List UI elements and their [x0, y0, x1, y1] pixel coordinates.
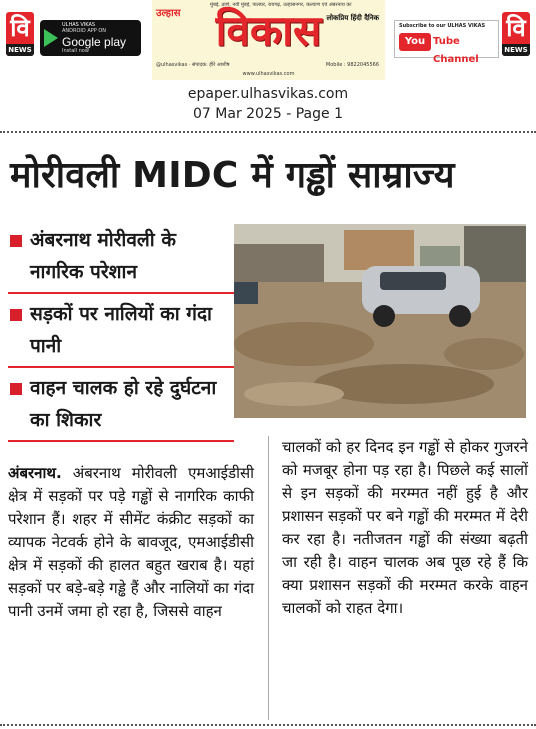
- youtube-subscribe-badge[interactable]: [394, 20, 499, 65]
- play-store-icon: [44, 29, 58, 47]
- highlight-bullets: [8, 224, 234, 446]
- subscribe-text: Subscribe to our ULHAS VIKAS: [399, 23, 486, 29]
- nameplate-tagline: लोकप्रिय हिंदी दैनिक: [326, 14, 379, 22]
- logo-news-label: NEWS: [6, 44, 34, 56]
- nameplate-prefix: उल्हास: [156, 8, 181, 19]
- edition-date-page: 07 Mar 2025 - Page 1: [193, 106, 343, 122]
- vikas-news-logo-left: [6, 12, 34, 56]
- gplay-brand: Google play: [62, 35, 127, 49]
- column-divider: [268, 436, 269, 720]
- channel-label: Tube Channel: [433, 36, 479, 65]
- social-handles-line: @ulhasvikas · संपादक: हीरे आशीष: [156, 62, 230, 68]
- gplay-top-text: ULHAS VIKAS: [62, 22, 96, 28]
- bullet-item: [8, 224, 234, 288]
- logo-glyph: वि: [10, 14, 30, 42]
- nameplate-title: विकास: [215, 6, 322, 55]
- article-dateline: अंबरनाथ.: [8, 464, 62, 482]
- article-column-2: चालकों को हर दिनद इन गड्ढों से होकर गुजरने को मजबूर होना पड़ रहा है। पिछले कई सालों से इन सड़कों की मरम्मत नहीं हुई है और प्रशासन सड़कों पर बने गड्ढों की मरम्मत में देरी कर रहा है। नतीजतन गड्ढों की संख्या बढ़ती जा रही है। वाहन चालक अब पूछ रहे हैं कि क्या प्रशासन सड़कों की मरम्मत करके वाहन चालकों को राहत देगा।: [282, 438, 528, 617]
- google-play-badge[interactable]: [40, 20, 141, 56]
- vikas-news-logo-right: [502, 12, 530, 56]
- bullet-text: अंबरनाथ मोरीवली के नागरिक परेशान: [30, 229, 176, 283]
- bullet-text: सड़कों पर नालियों का गंदा पानी: [30, 303, 212, 357]
- bullet-divider: [8, 366, 234, 368]
- newspaper-nameplate: [152, 0, 385, 80]
- website-url: www.ulhasvikas.com: [242, 71, 295, 77]
- gplay-install-text: Install now: [62, 48, 89, 54]
- mobile-number: Mobile : 9822045566: [325, 62, 379, 68]
- epaper-site: epaper.ulhasvikas.com: [187, 86, 349, 102]
- top-dotted-divider: [0, 131, 536, 133]
- article-col1-text: अंबरनाथ मोरीवली एमआईडीसी क्षेत्र में सड़कों पर पड़े गड्ढों से नागरिक काफी परेशान हैं। शहर में सीमेंट कंक्रीट सड़कों का व्यापक नेटवर्क होने के बावजूद, एमआईडीसी क्षेत्र में सड़कों की हालत बहुत खराब है। यहां सड़कों पर बड़े-बड़े गड्ढे हैं और नालियों का गंदा पानी उनमें जमा हो रहा है, जिससे वाहन: [8, 464, 254, 620]
- bottom-dotted-divider: [0, 724, 536, 726]
- bullet-divider: [8, 440, 234, 442]
- youtube-icon: You: [399, 33, 431, 51]
- bullet-square-icon: [10, 309, 22, 321]
- road-potholes-photo: [234, 224, 526, 418]
- bullet-text: वाहन चालक हो रहे दुर्घटना का शिकार: [30, 377, 217, 431]
- article-column-1: [8, 462, 254, 623]
- logo-glyph: वि: [506, 14, 526, 42]
- masthead: [0, 0, 536, 82]
- article-headline: मोरीवली MIDC में गड्ढों साम्राज्य: [10, 155, 455, 196]
- bullet-divider: [8, 292, 234, 294]
- news-photo: [234, 224, 526, 418]
- gplay-sub-text: ANDROID APP ON: [62, 28, 107, 34]
- nameplate-coverage-line: मुंबई, ठाणे, नवी मुंबई, पालघर, रायगढ़, उल्हासनगर, कल्याण एवं अंबरनाथ का: [210, 2, 352, 8]
- bullet-item: [8, 298, 234, 362]
- bullet-item: [8, 372, 234, 436]
- bullet-square-icon: [10, 383, 22, 395]
- logo-news-label: NEWS: [502, 44, 530, 56]
- bullet-square-icon: [10, 235, 22, 247]
